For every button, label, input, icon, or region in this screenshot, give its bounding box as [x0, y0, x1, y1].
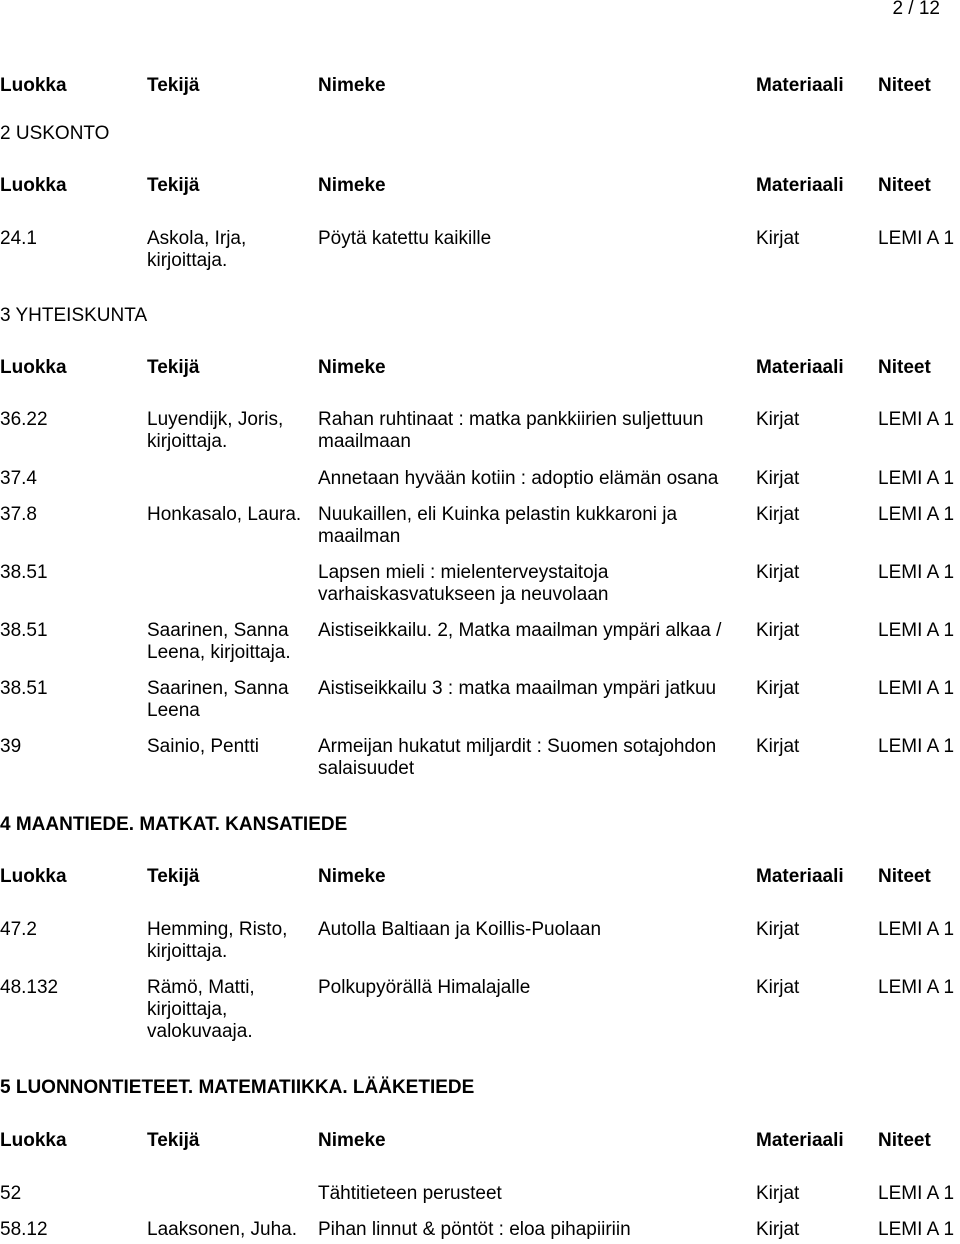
cell-nimeke: Aistiseikkailu 3 : matka maailman ympäri jatkuu	[318, 678, 717, 699]
header-tekija: Tekijä	[147, 1130, 200, 1151]
header-nimeke: Nimeke	[318, 75, 386, 96]
cell-materiaali: Kirjat	[756, 504, 800, 525]
cell-niteet: LEMI A 1	[878, 409, 955, 430]
header-materiaali: Materiaali	[756, 357, 844, 378]
header-niteet: Niteet	[878, 175, 931, 196]
cell-niteet: LEMI A 1	[878, 228, 955, 249]
cell-tekija: Laaksonen, Juha.	[147, 1219, 298, 1240]
cell-luokka: 52	[0, 1183, 22, 1204]
cell-tekija: Honkasalo, Laura.	[147, 504, 302, 525]
header-niteet: Niteet	[878, 75, 931, 96]
cell-tekija: Luyendijk, Joris, kirjoittaja.	[147, 409, 284, 452]
cell-luokka: 24.1	[0, 228, 37, 249]
cell-materiaali: Kirjat	[756, 562, 800, 583]
header-niteet: Niteet	[878, 1130, 931, 1151]
header-nimeke: Nimeke	[318, 866, 386, 887]
cell-tekija: Saarinen, Sanna Leena	[147, 678, 289, 721]
cell-materiaali: Kirjat	[756, 228, 800, 249]
cell-luokka: 36.22	[0, 409, 48, 430]
cell-luokka: 38.51	[0, 678, 48, 699]
cell-niteet: LEMI A 1	[878, 468, 955, 489]
cell-materiaali: Kirjat	[756, 678, 800, 699]
section-title: 4 MAANTIEDE. MATKAT. KANSATIEDE	[0, 814, 348, 835]
cell-luokka: 48.132	[0, 977, 59, 998]
cell-materiaali: Kirjat	[756, 919, 800, 940]
cell-luokka: 47.2	[0, 919, 37, 940]
section-title: 3 YHTEISKUNTA	[0, 305, 148, 326]
cell-nimeke: Annetaan hyvään kotiin : adoptio elämän osana	[318, 468, 719, 489]
cell-niteet: LEMI A 1	[878, 504, 955, 525]
cell-materiaali: Kirjat	[756, 736, 800, 757]
cell-tekija: Sainio, Pentti	[147, 736, 259, 757]
header-luokka: Luokka	[0, 75, 67, 96]
header-materiaali: Materiaali	[756, 75, 844, 96]
cell-nimeke: Nuukaillen, eli Kuinka pelastin kukkaroni ja maailman	[318, 504, 678, 547]
header-nimeke: Nimeke	[318, 175, 386, 196]
cell-materiaali: Kirjat	[756, 468, 800, 489]
cell-materiaali: Kirjat	[756, 977, 800, 998]
cell-niteet: LEMI A 1	[878, 562, 955, 583]
header-luokka: Luokka	[0, 1130, 67, 1151]
cell-niteet: LEMI A 1	[878, 977, 955, 998]
cell-materiaali: Kirjat	[756, 620, 800, 641]
cell-materiaali: Kirjat	[756, 1219, 800, 1240]
cell-luokka: 38.51	[0, 620, 48, 641]
cell-nimeke: Rahan ruhtinaat : matka pankkiirien suljettuun maailmaan	[318, 409, 704, 452]
cell-tekija: Hemming, Risto, kirjoittaja.	[147, 919, 288, 962]
header-materiaali: Materiaali	[756, 1130, 844, 1151]
header-tekija: Tekijä	[147, 75, 200, 96]
header-niteet: Niteet	[878, 866, 931, 887]
cell-niteet: LEMI A 1	[878, 736, 955, 757]
header-materiaali: Materiaali	[756, 866, 844, 887]
cell-tekija: Askola, Irja, kirjoittaja.	[147, 228, 247, 271]
cell-luokka: 37.4	[0, 468, 37, 489]
cell-niteet: LEMI A 1	[878, 1219, 955, 1240]
cell-nimeke: Pihan linnut & pöntöt : eloa pihapiiriin	[318, 1219, 631, 1240]
cell-nimeke: Polkupyörällä Himalajalle	[318, 977, 531, 998]
cell-luokka: 38.51	[0, 562, 48, 583]
header-luokka: Luokka	[0, 175, 67, 196]
cell-niteet: LEMI A 1	[878, 678, 955, 699]
cell-nimeke: Autolla Baltiaan ja Koillis-Puolaan	[318, 919, 602, 940]
cell-niteet: LEMI A 1	[878, 919, 955, 940]
cell-luokka: 39	[0, 736, 22, 757]
cell-luokka: 37.8	[0, 504, 37, 525]
cell-nimeke: Lapsen mieli : mielenterveystaitoja varhaiskasvatukseen ja neuvolaan	[318, 562, 609, 605]
header-nimeke: Nimeke	[318, 357, 386, 378]
cell-tekija: Rämö, Matti, kirjoittaja, valokuvaaja.	[147, 977, 255, 1042]
header-niteet: Niteet	[878, 357, 931, 378]
cell-niteet: LEMI A 1	[878, 1183, 955, 1204]
cell-luokka: 58.12	[0, 1219, 48, 1240]
header-tekija: Tekijä	[147, 175, 200, 196]
cell-niteet: LEMI A 1	[878, 620, 955, 641]
cell-nimeke: Tähtitieteen perusteet	[318, 1183, 502, 1204]
cell-nimeke: Aistiseikkailu. 2, Matka maailman ympäri alkaa /	[318, 620, 722, 641]
cell-nimeke: Pöytä katettu kaikille	[318, 228, 492, 249]
header-tekija: Tekijä	[147, 357, 200, 378]
header-materiaali: Materiaali	[756, 175, 844, 196]
section-title: 5 LUONNONTIETEET. MATEMATIIKKA. LÄÄKETIEDE	[0, 1077, 475, 1098]
page-number: 2 / 12	[892, 0, 940, 19]
cell-materiaali: Kirjat	[756, 409, 800, 430]
header-luokka: Luokka	[0, 866, 67, 887]
header-tekija: Tekijä	[147, 866, 200, 887]
cell-tekija: Saarinen, Sanna Leena, kirjoittaja.	[147, 620, 291, 663]
header-nimeke: Nimeke	[318, 1130, 386, 1151]
cell-materiaali: Kirjat	[756, 1183, 800, 1204]
cell-nimeke: Armeijan hukatut miljardit : Suomen sotajohdon salaisuudet	[318, 736, 717, 779]
section-title: 2 USKONTO	[0, 123, 110, 144]
header-luokka: Luokka	[0, 357, 67, 378]
